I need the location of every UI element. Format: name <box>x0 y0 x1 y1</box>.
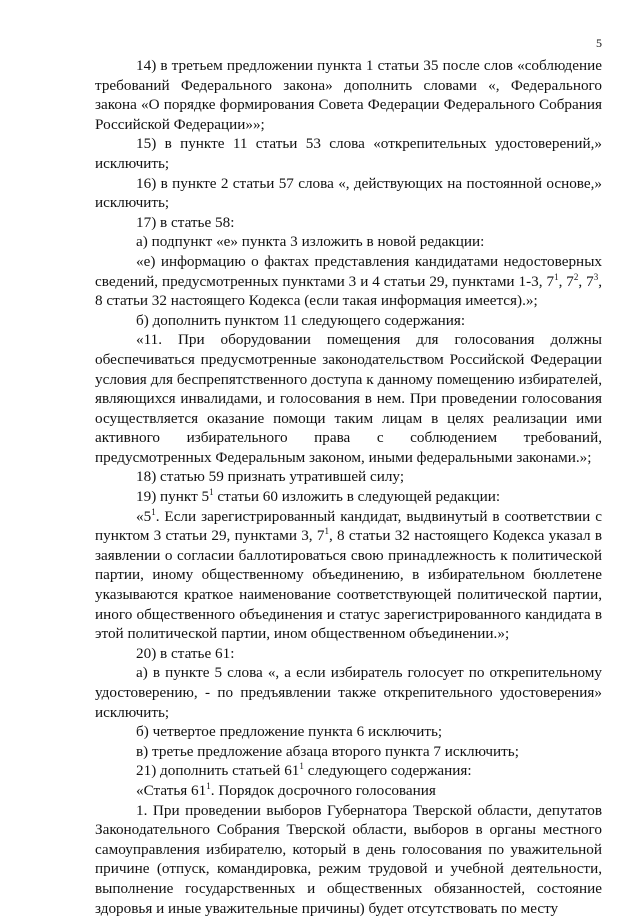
paragraph <box>95 311 602 331</box>
text-run: 17) в статье 58: <box>136 213 235 231</box>
text-run: б) дополнить пунктом 11 следующего содержания: <box>136 311 466 329</box>
text-run: 16) в пункте 2 статьи 57 слова «, действующих на постоянной основе,» исключить; <box>95 174 602 212</box>
text-run: а) подпункт «е» пункта 3 изложить в новой редакции: <box>136 233 485 251</box>
superscript: 1 <box>554 271 559 282</box>
superscript: 2 <box>573 271 579 282</box>
text-run: «11. При оборудовании помещения для голосования должны обеспечиваться предусмотренные законодательством Российской Федерации условия для беспрепятственного доступа к данному помещению избирателей, являющихся инвалидами, и голосования в нем. При проведении голосования осуществляется оказание помощи таким лицам в целях реализации ими активного избирательного права с соблюдением требований, предусмотренных Федеральным законом, иными федеральными законами.»; <box>95 331 602 466</box>
text-run: б) четвертое предложение пункта 6 исключить; <box>136 723 443 741</box>
superscript: 1 <box>299 761 304 772</box>
text-run: 1. При проведении выборов Губернатора Тверской области, депутатов Законодательного Собрания Тверской области, выборов в органы местного самоуправления избирателю, который в день голосования по уважительной причине (отпуск, командировка, режим трудовой и учебной деятельности, выполнение государственных и общественных обязанностей, состояние здоровья и иные уважительные причины) будет отсутствовать по месту <box>95 801 602 917</box>
paragraph <box>95 252 602 311</box>
text-run: , 8 статьи 32 настоящего Кодекса указал в заявлении о согласии баллотироваться свою принадлежность к политической партии, иному общественному объединению, в избирательном бюллетене указываются краткое наименование соответствующей политической партии, иного общественного объединения и статус зарегистрированного кандидата в этой политической партии, ином общественном объединении.»; <box>95 527 602 643</box>
text-run: 20) в статье 61: <box>136 644 235 662</box>
text-run: в) третье предложение абзаца второго пункта 7 исключить; <box>136 742 519 760</box>
text-run: «Статья 61 <box>136 781 207 799</box>
paragraph <box>95 742 602 762</box>
text-run: 14) в третьем предложении пункта 1 статьи 35 после слов «соблюдение требований Федерального закона» дополнить словами «, Федерального закона «О порядке формирования Совета Федерации Федерального Собрания Российской Федерации»»; <box>95 57 602 133</box>
superscript: 1 <box>209 487 214 498</box>
text-run: , 8 статьи 32 настоящего Кодекса (если такая информация имеется).»; <box>95 272 603 310</box>
paragraph <box>95 507 602 644</box>
paragraph <box>95 801 602 918</box>
text-run: . Порядок досрочного голосования <box>210 781 436 799</box>
text-run: 19) пункт 5 <box>136 488 210 506</box>
superscript: 3 <box>593 271 599 282</box>
paragraph <box>95 761 602 781</box>
text-run: а) в пункте 5 слова «, а если избиратель голосует по открепительному удостоверению, - по предъявлении также открепительного удостоверения» исключить; <box>95 664 602 721</box>
superscript: 1 <box>324 526 329 537</box>
text-run: следующего содержания: <box>303 762 472 780</box>
text-run: «5 <box>136 507 152 525</box>
superscript: 1 <box>151 506 156 517</box>
paragraph <box>95 134 602 173</box>
paragraph <box>95 644 602 664</box>
text-run: , 7 <box>578 272 594 290</box>
paragraph <box>95 213 602 233</box>
text-run: 18) статью 59 признать утратившей силу; <box>136 468 405 486</box>
text-run: 21) дополнить статьей 61 <box>136 762 300 780</box>
paragraph <box>95 56 602 134</box>
paragraph <box>95 467 602 487</box>
superscript: 1 <box>206 780 211 791</box>
text-run: статьи 60 изложить в следующей редакции: <box>213 488 501 506</box>
text-run: , 7 <box>558 272 574 290</box>
paragraph <box>95 663 602 722</box>
paragraph <box>95 232 602 252</box>
paragraph <box>95 722 602 742</box>
paragraph <box>95 487 602 507</box>
paragraph <box>95 781 602 801</box>
text-run: 15) в пункте 11 статьи 53 слова «открепительных удостоверений,» исключить; <box>95 135 602 172</box>
text-run: . Если зарегистрированный кандидат, выдвинутый в соответствии с пунктом 3 статьи 29, пунктами 3, 7 <box>95 507 602 545</box>
page-number: 5 <box>596 36 602 50</box>
document-body <box>95 56 602 918</box>
paragraph <box>95 174 602 213</box>
paragraph <box>95 330 602 467</box>
text-run: «е) информацию о фактах представления кандидатами недостоверных сведений, предусмотренных пунктами 3 и 4 статьи 29, пунктами 1-3, 7 <box>95 252 602 290</box>
